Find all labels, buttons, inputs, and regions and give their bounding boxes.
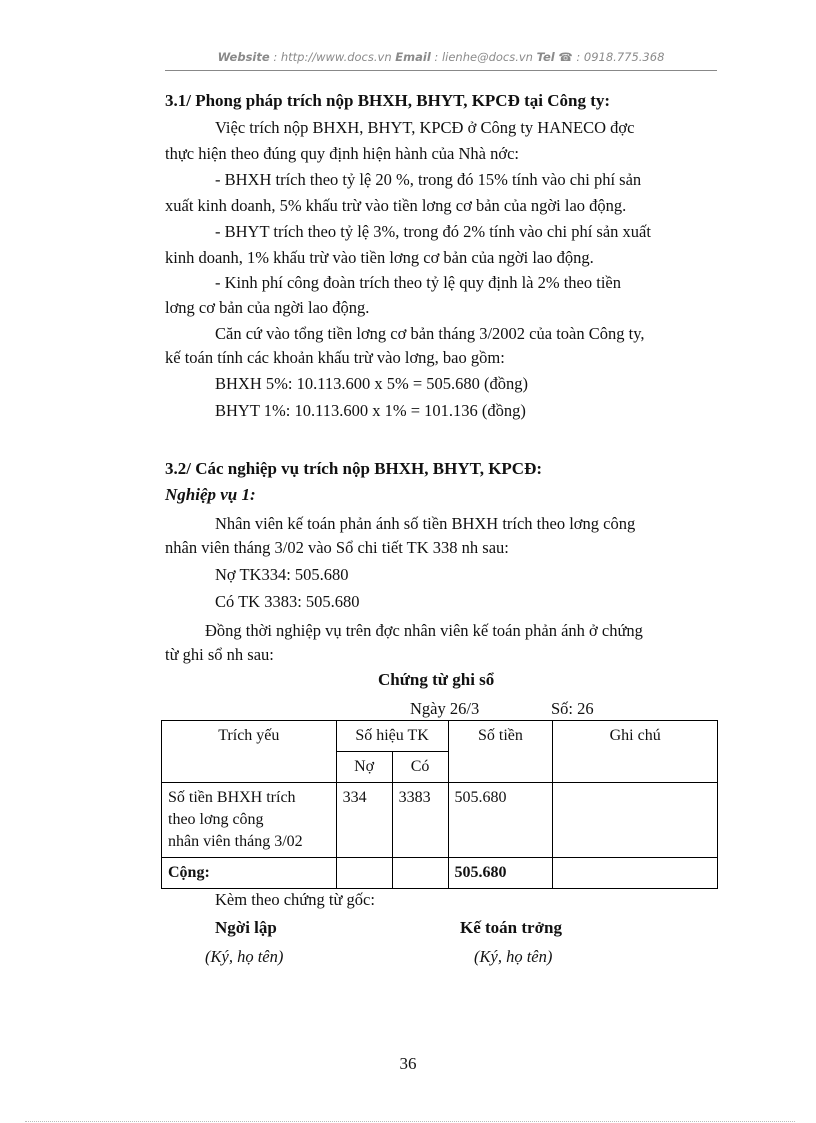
total-label: Cộng: [162, 858, 337, 889]
paragraph-line: kinh doanh, 1% khấu trừ vào tiền lơng cơ bản của ngời lao động. [165, 248, 594, 267]
paragraph-line: - BHXH trích theo tỷ lệ 20 %, trong đó 15% tính vào chi phí sản [215, 170, 642, 189]
paragraph-line: nhân viên tháng 3/02 vào Sổ chi tiết TK 338 nh sau: [165, 538, 509, 557]
section-3-1-title: 3.1/ Phong pháp trích nộp BHXH, BHYT, KPCĐ tại Công ty: [165, 91, 611, 110]
header-trich-yeu: Trích yếu [162, 721, 337, 783]
paragraph-line: xuất kinh doanh, 5% khấu trừ vào tiền lơng cơ bản của ngời lao động. [165, 196, 627, 215]
row-description-line: Số tiền BHXH trích [168, 789, 296, 806]
header-no: Nợ [336, 752, 392, 783]
paragraph-line: Đồng thời nghiệp vụ trên đợc nhân viên kế toán phản ánh ở chứng [205, 621, 643, 640]
table-total-row [162, 858, 718, 889]
paragraph-line: - BHYT trích theo tỷ lệ 3%, trong đó 2% tính vào chi phí sản xuất [215, 222, 651, 241]
footer-rule [25, 1121, 795, 1122]
phone-icon: ☎ [558, 50, 573, 64]
preparer-label: Ngời lập [215, 918, 277, 937]
total-empty-cell [392, 858, 448, 889]
row-description-line: theo lơng công [168, 811, 264, 828]
preparer-signature: (Ký, họ tên) [205, 947, 284, 966]
total-amount: 505.680 [448, 858, 553, 889]
row-debit-account: 334 [336, 783, 392, 858]
attached-documents: Kèm theo chứng từ gốc: [215, 890, 375, 909]
voucher-date: Ngày 26/3 [410, 699, 480, 718]
tel-value: : 0918.775.368 [572, 50, 665, 64]
credit-entry: Có TK 3383: 505.680 [215, 592, 360, 611]
table-header-row [162, 721, 718, 752]
section-3-2-subtitle: Nghiệp vụ 1: [165, 485, 256, 504]
header-ghi-chu: Ghi chú [553, 721, 718, 783]
header-so-tien: Số tiền [448, 721, 553, 783]
page-header [165, 50, 717, 64]
calculation-bhyt: BHYT 1%: 10.113.600 x 1% = 101.136 (đồng) [215, 401, 526, 420]
total-empty-cell [553, 858, 718, 889]
paragraph-line: kế toán tính các khoản khấu trừ vào lơng, bao gồm: [165, 348, 505, 367]
paragraph-line: từ ghi sổ nh sau: [165, 645, 274, 664]
paragraph-line: Căn cứ vào tổng tiền lơng cơ bản tháng 3/2002 của toàn Công ty, [215, 324, 645, 343]
voucher-number: Số: 26 [551, 699, 594, 718]
calculation-bhxh: BHXH 5%: 10.113.600 x 5% = 505.680 (đồng) [215, 374, 529, 393]
chief-signature: (Ký, họ tên) [474, 947, 553, 966]
header-co: Có [392, 752, 448, 783]
email-value: : lienhe@docs.vn [430, 50, 537, 64]
row-description [162, 783, 337, 858]
section-3-2-title: 3.2/ Các nghiệp vụ trích nộp BHXH, BHYT, KPCĐ: [165, 459, 543, 478]
table-row [162, 783, 718, 858]
tel-label: Tel [536, 50, 555, 64]
website-value: : http://www.docs.vn [269, 50, 396, 64]
voucher-table [161, 720, 718, 889]
voucher-title: Chứng từ ghi sổ [378, 670, 495, 689]
chief-accountant-label: Kế toán trởng [460, 918, 562, 937]
page-number: 36 [399, 1054, 417, 1073]
header-rule [165, 70, 717, 71]
total-empty-cell [336, 858, 392, 889]
row-note [553, 783, 718, 858]
paragraph-line: - Kinh phí công đoàn trích theo tỷ lệ quy định là 2% theo tiền [215, 273, 621, 292]
debit-entry: Nợ TK334: 505.680 [215, 565, 349, 584]
paragraph-line: lơng cơ bản của ngời lao động. [165, 298, 370, 317]
paragraph-line: Việc trích nộp BHXH, BHYT, KPCĐ ở Công ty HANECO đợc [215, 118, 635, 137]
paragraph-line: Nhân viên kế toán phản ánh số tiền BHXH trích theo lơng công [215, 514, 636, 533]
email-label: Email [395, 50, 431, 64]
header-so-hieu-tk: Số hiệu TK [336, 721, 448, 752]
row-credit-account: 3383 [392, 783, 448, 858]
row-amount: 505.680 [448, 783, 553, 858]
paragraph-line: thực hiện theo đúng quy định hiện hành của Nhà nớc: [165, 144, 520, 163]
website-label: Website [217, 50, 270, 64]
row-description-line: nhân viên tháng 3/02 [168, 833, 303, 850]
